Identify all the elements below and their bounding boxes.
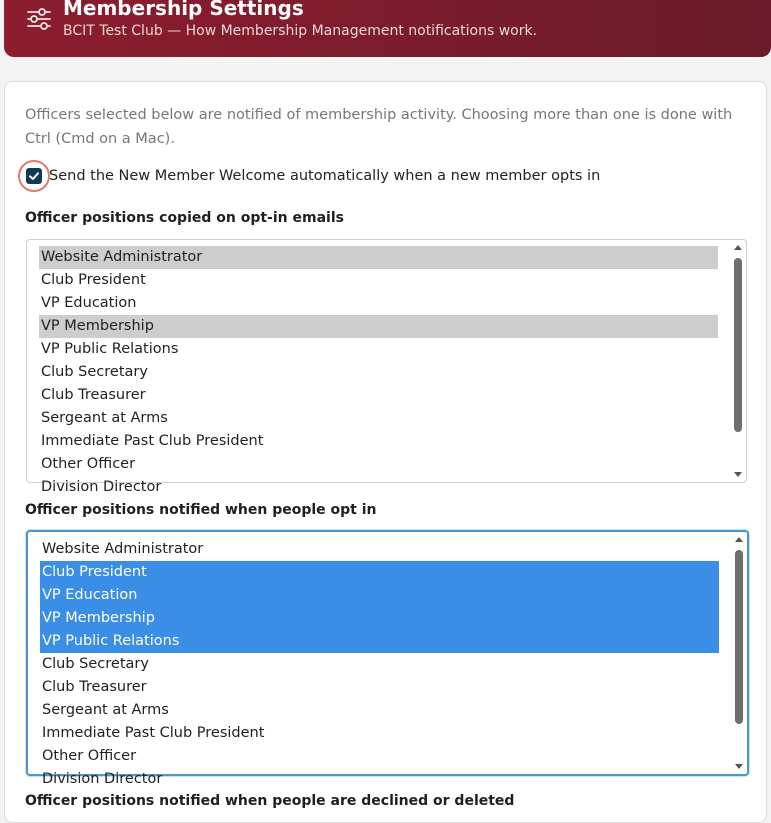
intro-text: Officers selected below are notified of membership activity. Choosing more than one is done with Ctrl (Cmd on a Mac). <box>25 107 733 147</box>
list-option[interactable]: Other Officer <box>42 748 137 764</box>
scroll-down-arrow-icon[interactable] <box>734 472 742 477</box>
scroll-up-arrow-icon[interactable] <box>735 537 743 542</box>
list-option[interactable]: VP Membership <box>40 607 719 630</box>
scroll-down-arrow-icon[interactable] <box>735 764 743 769</box>
copied-officers-listbox[interactable] <box>26 239 747 495</box>
list-option[interactable]: Club Treasurer <box>42 679 147 695</box>
list-option[interactable]: Club President <box>41 272 146 288</box>
list-option[interactable]: Division Director <box>42 771 163 787</box>
page-header <box>4 0 771 57</box>
scroll-thumb[interactable] <box>734 258 742 432</box>
page-subtitle: BCIT Test Club — How Membership Management notifications work. <box>63 23 538 39</box>
copied-list-label: Officer positions copied on opt-in emails <box>25 210 344 226</box>
list-option[interactable]: Club Secretary <box>41 364 148 380</box>
listbox-options <box>39 246 718 499</box>
optin-list-label: Officer positions notified when people opt in <box>25 502 377 518</box>
list-option[interactable]: Sergeant at Arms <box>42 702 169 718</box>
list-option[interactable]: Sergeant at Arms <box>41 410 168 426</box>
list-option[interactable]: VP Public Relations <box>40 630 719 653</box>
listbox-options <box>40 538 719 791</box>
scroll-up-arrow-icon[interactable] <box>734 245 742 250</box>
list-option[interactable]: Club Treasurer <box>41 387 146 403</box>
list-option[interactable]: Club Secretary <box>42 656 149 672</box>
list-option[interactable]: Other Officer <box>41 456 136 472</box>
list-option[interactable]: Immediate Past Club President <box>41 433 264 449</box>
welcome-checkbox-label: Send the New Member Welcome automatically when a new member opts in <box>49 168 601 184</box>
list-option[interactable]: VP Education <box>40 584 719 607</box>
optin-officers-listbox[interactable] <box>26 530 749 787</box>
list-option[interactable]: Website Administrator <box>42 541 204 557</box>
list-option[interactable]: VP Membership <box>39 315 718 338</box>
list-option[interactable]: VP Education <box>41 295 137 311</box>
checkmark-icon <box>26 168 42 184</box>
welcome-checkbox[interactable] <box>26 168 42 184</box>
list-option[interactable]: Division Director <box>41 479 162 495</box>
settings-card <box>4 81 767 823</box>
sliders-icon <box>24 4 54 34</box>
list-option[interactable]: Immediate Past Club President <box>42 725 265 741</box>
listbox-scrollbar[interactable] <box>733 534 745 772</box>
listbox-scrollbar[interactable] <box>732 242 744 480</box>
declined-list-label: Officer positions notified when people are declined or deleted <box>25 793 515 809</box>
scroll-thumb[interactable] <box>735 550 743 724</box>
list-option[interactable]: VP Public Relations <box>41 341 179 357</box>
page-title: Membership Settings <box>63 0 304 20</box>
list-option[interactable]: Club President <box>40 561 719 584</box>
list-option[interactable]: Website Administrator <box>39 246 718 269</box>
